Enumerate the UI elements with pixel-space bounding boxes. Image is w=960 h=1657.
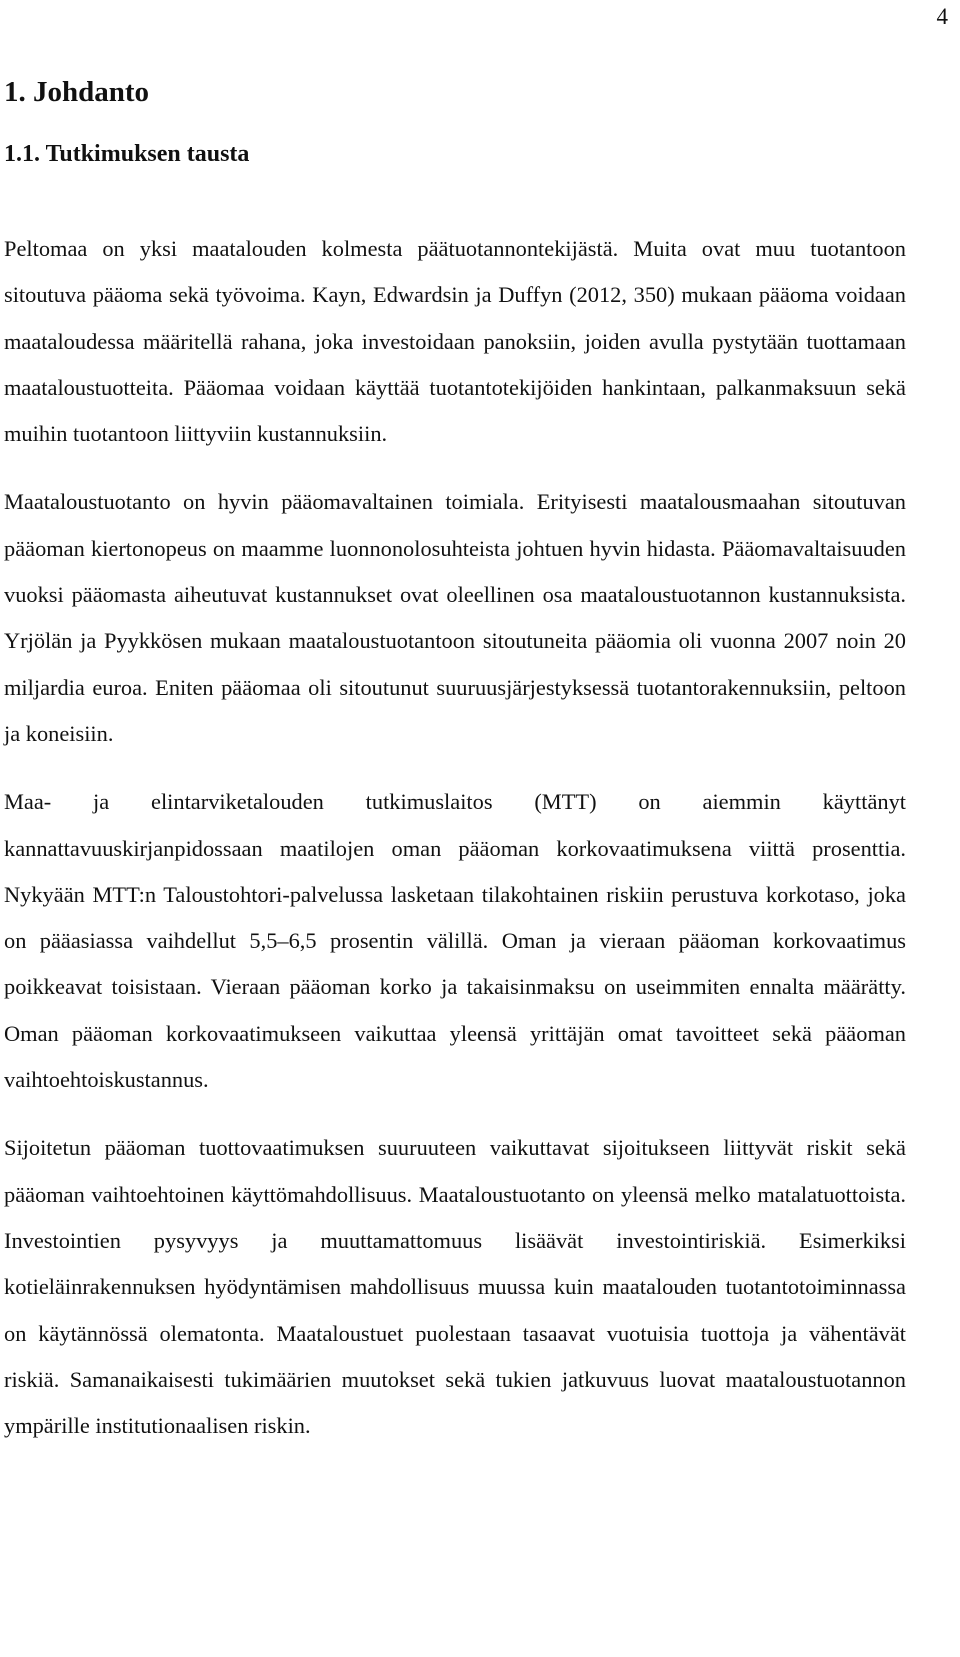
paragraph-2: Maataloustuotanto on hyvin pääomavaltainen toimiala. Erityisesti maatalousmaahan sitoutuvan pääoman kiertonopeus on maamme luonnonolosuhteista johtuen hyvin hidasta. Pääomavaltaisuuden vuoksi pääomasta aiheutuvat kustannukset ovat oleellinen osa maataloustuotannon kustannuksista. Yrjölän ja Pyykkösen mukaan maataloustuotantoon sitoutuneita pääomia oli vuonna 2007 noin 20 miljardia euroa. Eniten pääomaa oli sitoutunut suuruusjärjestyksessä tuotantorakennuksiin, peltoon ja koneisiin.: [4, 489, 906, 746]
paragraph-3: Maa- ja elintarviketalouden tutkimuslaitos (MTT) on aiemmin käyttänyt kannattavuuskirjanpidossaan maatilojen oman pääoman korkovaatimuksena viittä prosenttia. Nykyään MTT:n Taloustohtori-palvelussa lasketaan tilakohtainen riskiin perustuva korkotaso, joka on pääasiassa vaihdellut 5,5–6,5 prosentin välillä. Oman ja vieraan pääoman korkovaatimus poikkeavat toisistaan. Vieraan pääoman korko ja takaisinmaksu on useimmiten ennalta määrätty. Oman pääoman korkovaatimukseen vaikuttaa yleensä yrittäjän omat tavoitteet sekä pääoman vaihtoehtoiskustannus.: [4, 789, 906, 1093]
chapter-heading: 1. Johdanto: [4, 76, 150, 108]
paragraph-1: Peltomaa on yksi maatalouden kolmesta päätuotannontekijästä. Muita ovat muu tuotantoon sitoutuva pääoma sekä työvoima. Kayn, Edwardsin ja Duffyn (2012, 350) mukaan pääoma voidaan maataloudessa määritellä rahana, joka investoidaan panoksiin, joiden avulla pystytään tuottamaan maataloustuotteita. Pääomaa voidaan käyttää tuotantotekijöiden hankintaan, palkanmaksuun sekä muihin tuotantoon liittyviin kustannuksiin.: [4, 236, 906, 447]
page-number: 4: [936, 4, 948, 29]
section-heading: 1.1. Tutkimuksen tausta: [4, 141, 250, 167]
document-body: [4, 70, 906, 1449]
paragraph-4: Sijoitetun pääoman tuottovaatimuksen suuruuteen vaikuttavat sijoitukseen liittyvät riskit sekä pääoman vaihtoehtoinen käyttömahdollisuus. Maataloustuotanto on yleensä melko matalatuottoista. Investointien pysyvyys ja muuttamattomuus lisäävät investointiriskiä. Esimerkiksi kotieläinrakennuksen hyödyntämisen mahdollisuus muussa kuin maatalouden tuotantotoiminnassa on käytännössä olematonta. Maataloustuet puolestaan tasaavat vuotuisia tuottoja ja vähentävät riskiä. Samanaikaisesti tukimäärien muutokset sekä tukien jatkuvuus luovat maataloustuotannon ympärille institutionaalisen riskin.: [4, 1135, 906, 1439]
